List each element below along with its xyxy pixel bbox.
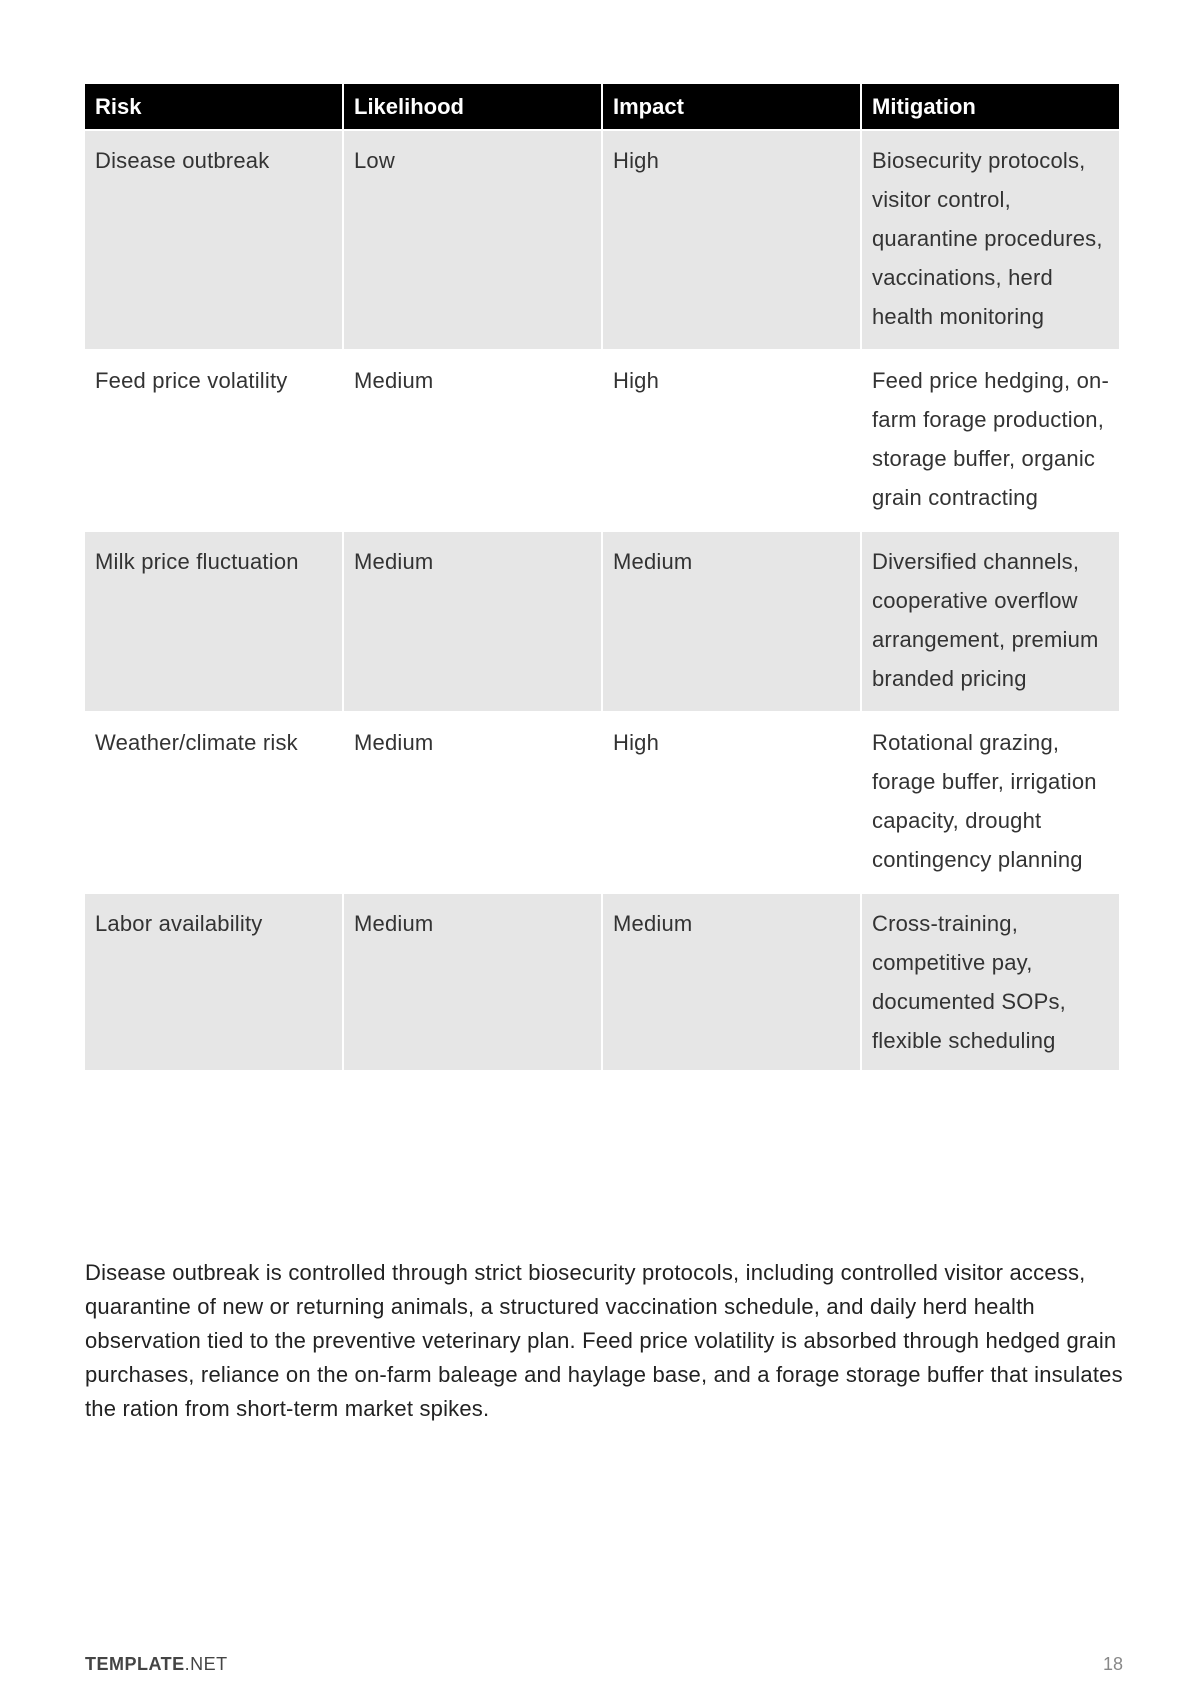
header-likelihood: Likelihood xyxy=(344,84,601,129)
table-row xyxy=(85,713,1119,892)
cell-likelihood: Medium xyxy=(344,894,601,1070)
table-row xyxy=(85,131,1119,349)
table-row xyxy=(85,894,1119,1070)
page-number: 18 xyxy=(1102,1654,1123,1674)
cell-impact: High xyxy=(603,351,860,530)
logo-suffix-text: .NET xyxy=(184,1654,228,1674)
cell-mitigation: Diversified channels, cooperative overflow arrangement, premium branded pricing xyxy=(862,532,1119,711)
cell-impact: High xyxy=(603,713,860,892)
cell-mitigation: Biosecurity protocols, visitor control, quarantine procedures, vaccinations, herd health monitoring xyxy=(862,131,1119,349)
header-mitigation: Mitigation xyxy=(862,84,1119,129)
cell-risk: Weather/climate risk xyxy=(85,713,342,892)
logo-bold-text: TEMPLATE xyxy=(85,1654,185,1674)
cell-likelihood: Medium xyxy=(344,351,601,530)
cell-risk: Feed price volatility xyxy=(85,351,342,530)
cell-impact: Medium xyxy=(603,894,860,1070)
cell-likelihood: Low xyxy=(344,131,601,349)
header-impact: Impact xyxy=(603,84,860,129)
risk-table xyxy=(83,82,1121,1072)
table-row xyxy=(85,532,1119,711)
cell-likelihood: Medium xyxy=(344,532,601,711)
table-header-row xyxy=(85,84,1119,129)
body-paragraph: Disease outbreak is controlled through strict biosecurity protocols, including controlled visitor access, quarantine of new or returning animals, a structured vaccination schedule, and daily herd health observation tied to the preventive veterinary plan. Feed price volatility is absorbed through hedged grain purchases, reliance on the on-farm baleage and haylage base, and a forage storage buffer that insulates the ration from short-term market spikes. xyxy=(85,1260,1123,1421)
cell-risk: Labor availability xyxy=(85,894,342,1070)
cell-risk: Disease outbreak xyxy=(85,131,342,349)
table-row xyxy=(85,351,1119,530)
cell-mitigation: Cross-training, competitive pay, documented SOPs, flexible scheduling xyxy=(862,894,1119,1070)
cell-risk: Milk price fluctuation xyxy=(85,532,342,711)
template-net-logo xyxy=(85,1654,228,1675)
cell-mitigation: Feed price hedging, on-farm forage production, storage buffer, organic grain contracting xyxy=(862,351,1119,530)
header-risk: Risk xyxy=(85,84,342,129)
cell-mitigation: Rotational grazing, forage buffer, irrigation capacity, drought contingency planning xyxy=(862,713,1119,892)
cell-impact: Medium xyxy=(603,532,860,711)
cell-likelihood: Medium xyxy=(344,713,601,892)
cell-impact: High xyxy=(603,131,860,349)
